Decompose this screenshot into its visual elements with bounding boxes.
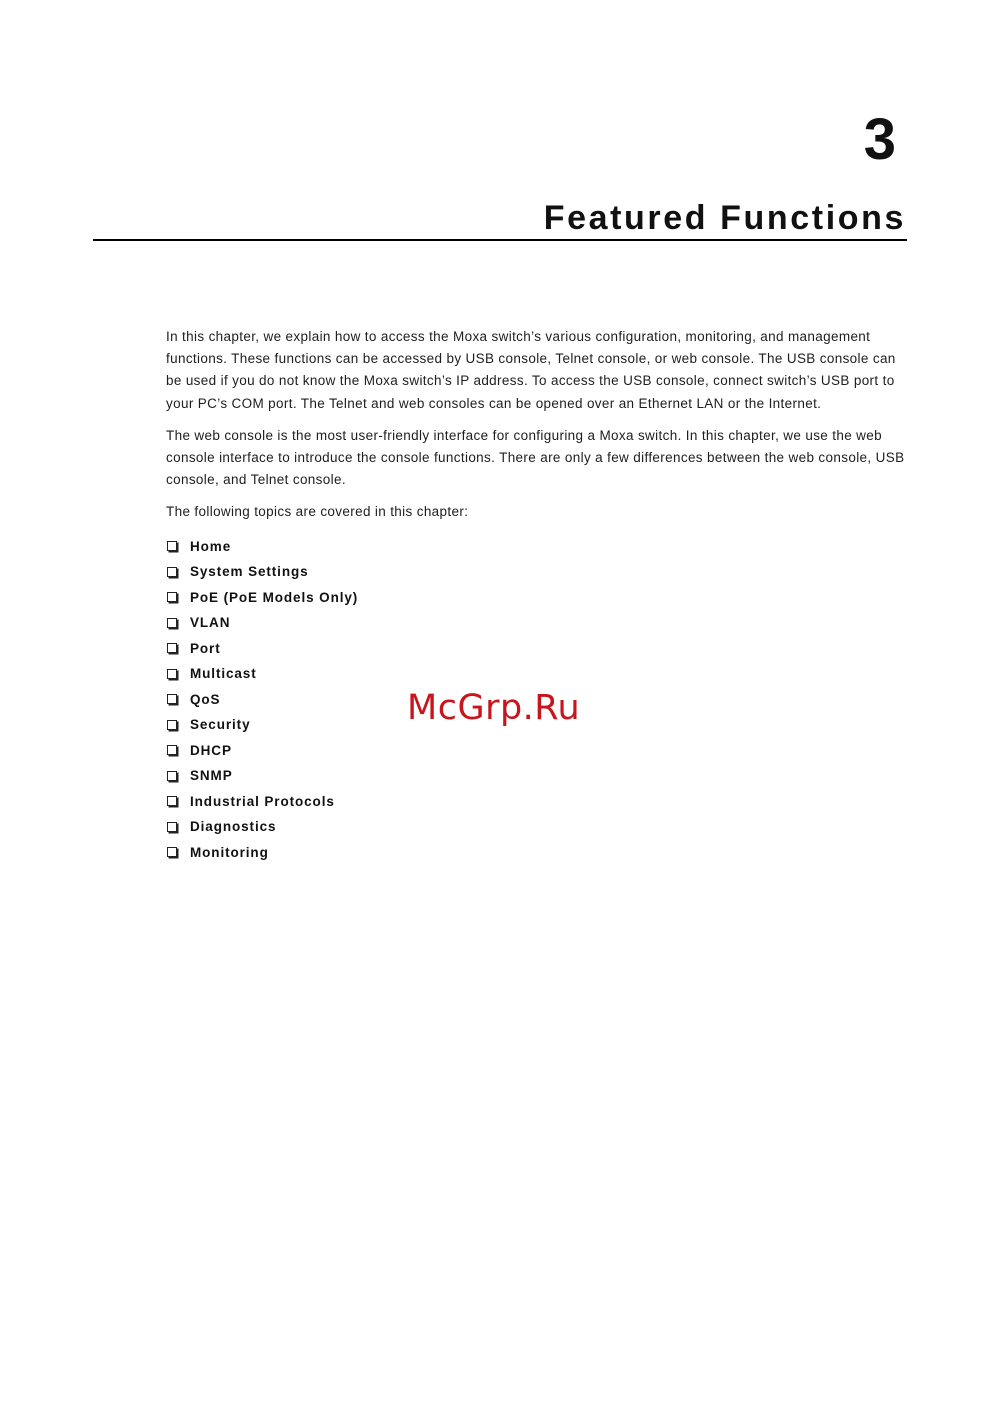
site-watermark: McGrp.Ru bbox=[407, 688, 581, 728]
checkbox-bullet-icon bbox=[167, 694, 177, 704]
checkbox-bullet-icon bbox=[167, 541, 177, 551]
topic-label: Security bbox=[190, 717, 251, 733]
topic-label: VLAN bbox=[190, 615, 231, 631]
intro-paragraph: In this chapter, we explain how to access the Moxa switch’s various configuration, monitoring, and management functions. These functions can be accessed by USB console, Telnet console, or web console. The USB console can be used if you do not know the Moxa switch’s IP address. To access the USB console, connect switch’s USB port to your PC’s COM port. The Telnet and web consoles can be opened over an Ethernet LAN or the Internet. bbox=[166, 329, 896, 411]
checkbox-bullet-icon bbox=[167, 643, 177, 653]
topic-item-diagnostics bbox=[166, 814, 908, 840]
topic-label: Monitoring bbox=[190, 844, 269, 860]
topic-label: Industrial Protocols bbox=[190, 793, 335, 809]
checkbox-bullet-icon bbox=[167, 669, 177, 679]
checkbox-bullet-icon bbox=[167, 745, 177, 755]
chapter-number: 3 bbox=[863, 107, 896, 172]
topic-label: System Settings bbox=[190, 564, 309, 580]
chapter-intro bbox=[166, 326, 908, 865]
topic-item-home bbox=[166, 534, 908, 560]
topic-label: QoS bbox=[190, 691, 221, 707]
topic-label: SNMP bbox=[190, 768, 233, 784]
checkbox-bullet-icon bbox=[167, 592, 177, 602]
topic-item-port bbox=[166, 636, 908, 662]
checkbox-bullet-icon bbox=[167, 796, 177, 806]
checkbox-bullet-icon bbox=[167, 567, 177, 577]
checkbox-bullet-icon bbox=[167, 771, 177, 781]
topic-item-multicast bbox=[166, 661, 908, 687]
topic-item-vlan bbox=[166, 610, 908, 636]
topic-item-system-settings bbox=[166, 559, 908, 585]
topic-label: Diagnostics bbox=[190, 819, 277, 835]
topic-label: Multicast bbox=[190, 666, 257, 682]
topic-item-monitoring bbox=[166, 840, 908, 866]
checkbox-bullet-icon bbox=[167, 618, 177, 628]
topic-label: DHCP bbox=[190, 742, 232, 758]
title-divider bbox=[93, 239, 907, 241]
topics-lead-in: The following topics are covered in this chapter: bbox=[166, 504, 469, 520]
chapter-title: Featured Functions bbox=[543, 199, 906, 237]
topic-label: Port bbox=[190, 640, 221, 656]
topic-item-poe bbox=[166, 585, 908, 611]
web-console-paragraph: The web console is the most user-friendly interface for configuring a Moxa switch. In this chapter, we use the web console interface to introduce the console functions. There are only a few differences between the web console, USB console, and Telnet console. bbox=[166, 427, 905, 488]
topic-item-industrial-protocols bbox=[166, 789, 908, 815]
topic-item-snmp bbox=[166, 763, 908, 789]
checkbox-bullet-icon bbox=[167, 720, 177, 730]
checkbox-bullet-icon bbox=[167, 847, 177, 857]
checkbox-bullet-icon bbox=[167, 822, 177, 832]
topic-item-dhcp bbox=[166, 738, 908, 764]
topic-label: Home bbox=[190, 538, 232, 554]
topic-label: PoE (PoE Models Only) bbox=[190, 589, 359, 605]
